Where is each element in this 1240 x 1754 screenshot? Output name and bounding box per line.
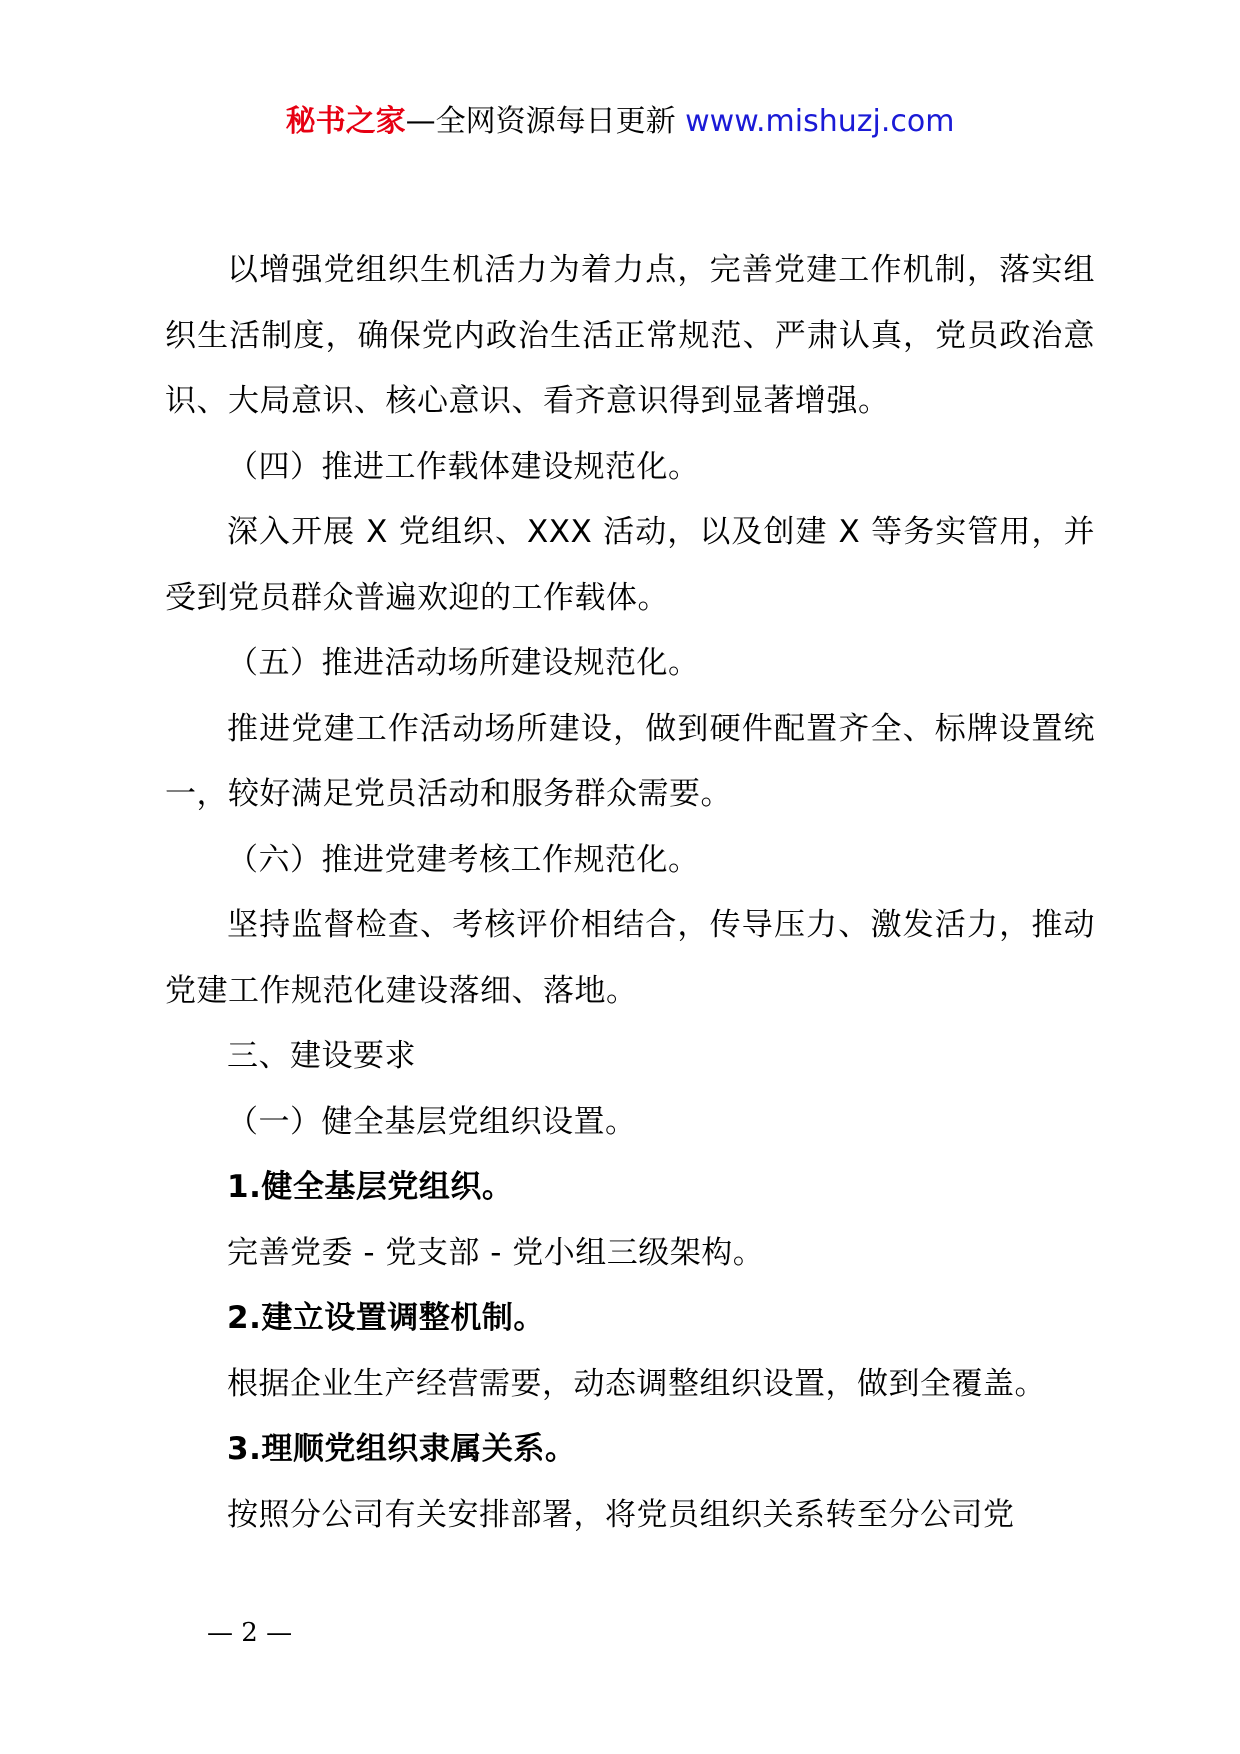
banner-brand: 秘书之家 — [285, 104, 406, 139]
paragraph-intro: 以增强党组织生机活力为着力点，完善党建工作机制，落实组织生活制度，确保党内政治生活正常规范、严肃认真，党员政治意识、大局意识、核心意识、看齐意识得到显著增强。 — [165, 252, 1095, 419]
section-heading-6: （六）推进党建考核工作规范化。 — [227, 841, 700, 878]
paragraph-affiliation: 按照分公司有关安排部署，将党员组织关系转至分公司党 — [227, 1496, 1015, 1533]
banner-slogan: —全网资源每日更新 — [405, 104, 686, 139]
paragraph-carrier: 深入开展 X 党组织、XXX 活动，以及创建 X 等务实管用，并受到党员群众普遍欢迎的工作载体。 — [165, 514, 1095, 616]
banner-url-link[interactable]: www.mishuzj.com — [685, 104, 955, 139]
section-heading-5: （五）推进活动场所建设规范化。 — [227, 645, 700, 681]
paragraph-structure: 完善党委 - 党支部 - 党小组三级架构。 — [227, 1234, 765, 1271]
subheading-1: 1.健全基层党组织。 — [227, 1169, 514, 1205]
subheading-3: 3.理顺党组织隶属关系。 — [227, 1431, 577, 1467]
page-number: — 2 — — [207, 1618, 293, 1648]
chapter-heading-3: 三、建设要求 — [227, 1038, 416, 1074]
section-heading-4: （四）推进工作载体建设规范化。 — [227, 448, 700, 485]
paragraph-venue: 推进党建工作活动场所建设，做到硬件配置齐全、标牌设置统一，较好满足党员活动和服务群众需要。 — [165, 710, 1095, 812]
section-heading-1: （一）健全基层党组织设置。 — [227, 1103, 637, 1140]
paragraph-assessment: 坚持监督检查、考核评价相结合，传导压力、激发活力，推动党建工作规范化建设落细、落地。 — [165, 907, 1095, 1009]
subheading-2: 2.建立设置调整机制。 — [227, 1300, 545, 1336]
paragraph-adjustment: 根据企业生产经营需要，动态调整组织设置，做到全覆盖。 — [227, 1365, 1046, 1402]
site-banner — [0, 98, 1240, 146]
document-body — [165, 238, 1095, 1548]
